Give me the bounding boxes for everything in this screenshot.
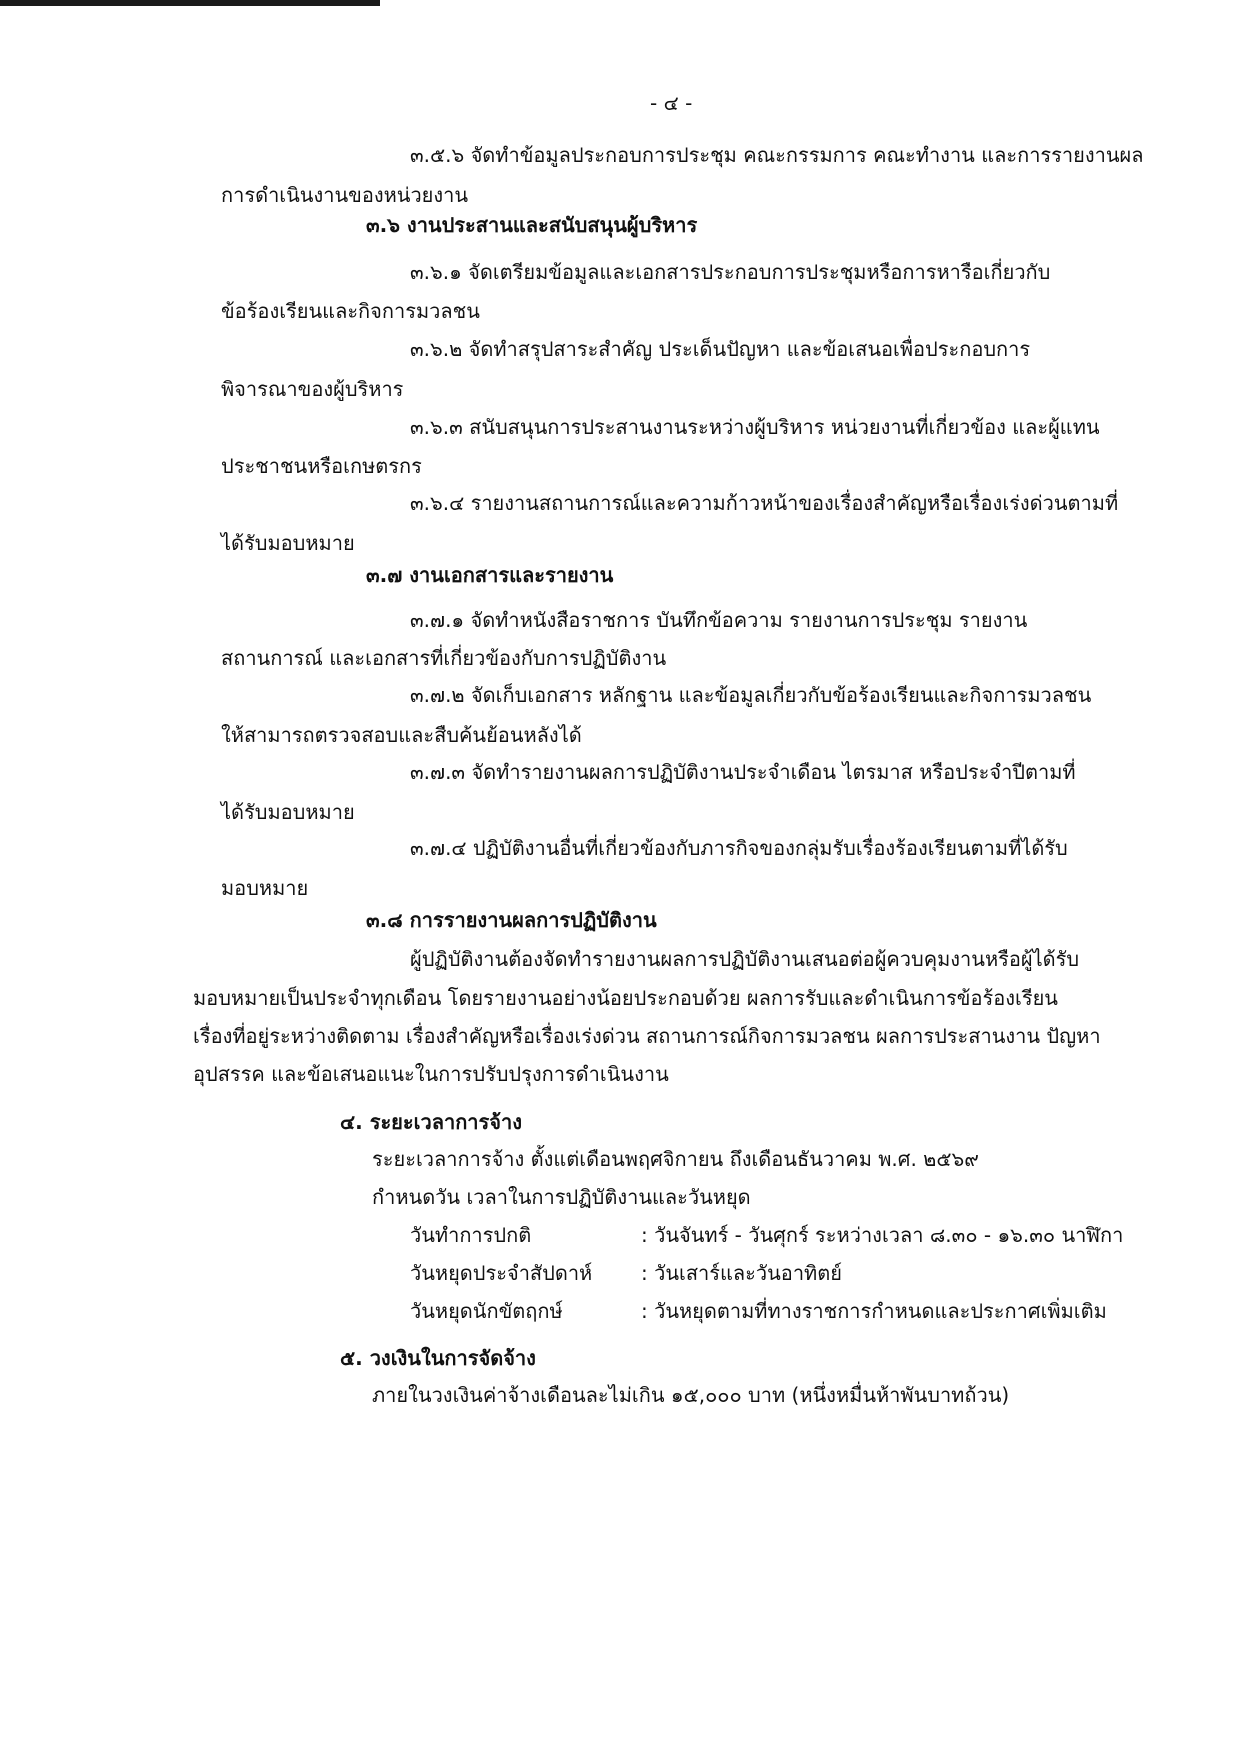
item-3-6-2-line-2: พิจารณาของผู้บริหาร xyxy=(221,377,404,401)
item-3-7-4-line-2: มอบหมาย xyxy=(221,876,309,900)
section-4-line-2: กำหนดวัน เวลาในการปฏิบัติงานและวันหยุด xyxy=(372,1185,751,1209)
heading-3-7: ๓.๗ งานเอกสารและรายงาน xyxy=(366,563,614,587)
item-3-7-2-line-1: ๓.๗.๒ จัดเก็บเอกสาร หลักฐาน และข้อมูลเกี่ยวกับข้อร้องเรียนและกิจการมวลชน xyxy=(410,683,1092,707)
item-3-6-4-line-2: ได้รับมอบหมาย xyxy=(221,531,355,555)
heading-section-5: ๕. วงเงินในการจัดจ้าง xyxy=(340,1346,536,1370)
item-3-7-3-line-2: ได้รับมอบหมาย xyxy=(221,800,355,824)
item-3-7-4-line-1: ๓.๗.๔ ปฏิบัติงานอื่นที่เกี่ยวข้องกับภารกิจของกลุ่มรับเรื่องร้องเรียนตามที่ได้รับ xyxy=(410,836,1068,860)
schedule-value-workday: : วันจันทร์ - วันศุกร์ ระหว่างเวลา ๘.๓๐ - ๑๖.๓๐ นาฬิกา xyxy=(641,1223,1124,1247)
heading-section-4: ๔. ระยะเวลาการจ้าง xyxy=(340,1110,522,1134)
schedule-value-weekend: : วันเสาร์และวันอาทิตย์ xyxy=(641,1261,842,1285)
heading-3-6: ๓.๖ งานประสานและสนับสนุนผู้บริหาร xyxy=(366,213,698,237)
item-3-5-6-line-1: ๓.๕.๖ จัดทำข้อมูลประกอบการประชุม คณะกรรมการ คณะทำงาน และการรายงานผล xyxy=(410,143,1144,167)
section-4-line-1: ระยะเวลาการจ้าง ตั้งแต่เดือนพฤศจิกายน ถึงเดือนธันวาคม พ.ศ. ๒๕๖๙ xyxy=(372,1147,979,1171)
schedule-label-weekend: วันหยุดประจำสัปดาห์ xyxy=(410,1261,593,1285)
item-3-6-4-line-1: ๓.๖.๔ รายงานสถานการณ์และความก้าวหน้าของเรื่องสำคัญหรือเรื่องเร่งด่วนตามที่ xyxy=(410,491,1119,515)
page-number: - ๔ - xyxy=(650,91,693,115)
paragraph-3-8-line-3: เรื่องที่อยู่ระหว่างติดตาม เรื่องสำคัญหรือเรื่องเร่งด่วน สถานการณ์กิจการมวลชน ผลการประสานงาน ปัญหา xyxy=(193,1024,1101,1048)
item-3-7-1-line-1: ๓.๗.๑ จัดทำหนังสือราชการ บันทึกข้อความ รายงานการประชุม รายงาน xyxy=(410,608,1028,632)
scan-edge-mark xyxy=(0,0,380,6)
paragraph-3-8-line-4: อุปสรรค และข้อเสนอแนะในการปรับปรุงการดำเนินงาน xyxy=(193,1062,669,1086)
schedule-label-holiday: วันหยุดนักขัตฤกษ์ xyxy=(410,1299,563,1323)
item-3-7-1-line-2: สถานการณ์ และเอกสารที่เกี่ยวข้องกับการปฏิบัติงาน xyxy=(221,646,667,670)
paragraph-3-8-line-2: มอบหมายเป็นประจำทุกเดือน โดยรายงานอย่างน้อยประกอบด้วย ผลการรับและดำเนินการข้อร้องเรียน xyxy=(193,986,1058,1010)
schedule-label-workday: วันทำการปกติ xyxy=(410,1223,532,1247)
item-3-6-2-line-1: ๓.๖.๒ จัดทำสรุปสาระสำคัญ ประเด็นปัญหา และข้อเสนอเพื่อประกอบการ xyxy=(410,337,1031,361)
item-3-6-3-line-2: ประชาชนหรือเกษตรกร xyxy=(221,454,422,478)
item-3-7-3-line-1: ๓.๗.๓ จัดทำรายงานผลการปฏิบัติงานประจำเดือน ไตรมาส หรือประจำปีตามที่ xyxy=(410,760,1076,784)
heading-3-8: ๓.๘ การรายงานผลการปฏิบัติงาน xyxy=(366,908,657,932)
item-3-5-6-line-2: การดำเนินงานของหน่วยงาน xyxy=(221,183,469,207)
paragraph-3-8-line-1: ผู้ปฏิบัติงานต้องจัดทำรายงานผลการปฏิบัติงานเสนอต่อผู้ควบคุมงานหรือผู้ได้รับ xyxy=(410,947,1080,971)
section-5-line-1: ภายในวงเงินค่าจ้างเดือนละไม่เกิน ๑๕,๐๐๐ บาท (หนึ่งหมื่นห้าพันบาทถ้วน) xyxy=(372,1383,1010,1407)
item-3-7-2-line-2: ให้สามารถตรวจสอบและสืบค้นย้อนหลังได้ xyxy=(221,723,582,747)
schedule-value-holiday: : วันหยุดตามที่ทางราชการกำหนดและประกาศเพิ่มเติม xyxy=(641,1299,1107,1323)
item-3-6-1-line-1: ๓.๖.๑ จัดเตรียมข้อมูลและเอกสารประกอบการประชุมหรือการหารือเกี่ยวกับ xyxy=(410,260,1051,284)
item-3-6-1-line-2: ข้อร้องเรียนและกิจการมวลชน xyxy=(221,299,480,323)
item-3-6-3-line-1: ๓.๖.๓ สนับสนุนการประสานงานระหว่างผู้บริหาร หน่วยงานที่เกี่ยวข้อง และผู้แทน xyxy=(410,415,1100,439)
